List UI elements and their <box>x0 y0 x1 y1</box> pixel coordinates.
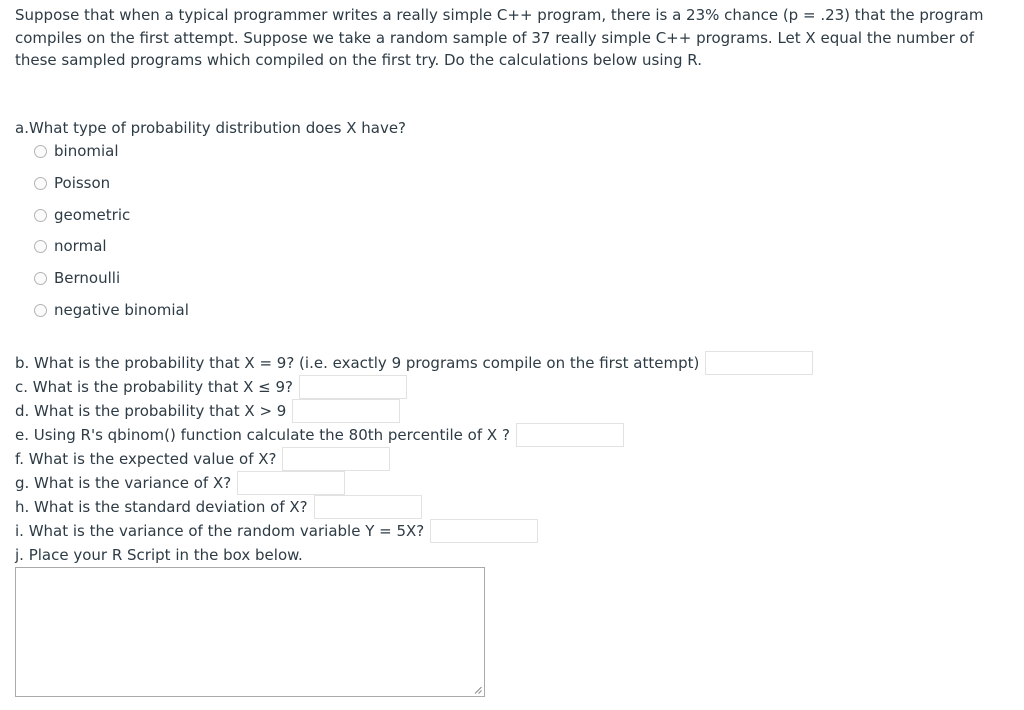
option-poisson[interactable] <box>34 173 189 205</box>
option-label: negative binomial <box>54 300 189 319</box>
question-g-text: g. What is the variance of X? <box>15 474 232 492</box>
answer-e-input[interactable] <box>516 423 624 447</box>
resize-grip-icon[interactable] <box>474 686 482 694</box>
answer-b-input[interactable] <box>705 351 813 375</box>
question-g <box>15 471 345 495</box>
problem-line-2: compiles on the first attempt. Suppose we take a random sample of 37 really simple C++ programs. Let X equal the number of <box>15 28 975 47</box>
question-i <box>15 519 538 543</box>
question-e <box>15 423 624 447</box>
radio-geometric[interactable] <box>34 209 47 222</box>
question-d <box>15 399 400 423</box>
problem-statement <box>15 4 1005 72</box>
radio-negative-binomial[interactable] <box>34 304 47 317</box>
answer-d-input[interactable] <box>292 399 400 423</box>
answer-c-input[interactable] <box>299 375 407 399</box>
question-c <box>15 375 407 399</box>
option-geometric[interactable] <box>34 205 189 237</box>
radio-bernoulli[interactable] <box>34 272 47 285</box>
question-h-text: h. What is the standard deviation of X? <box>15 498 308 516</box>
answer-g-input[interactable] <box>237 471 345 495</box>
option-binomial[interactable] <box>34 141 189 173</box>
r-script-textarea[interactable] <box>15 567 485 697</box>
question-e-text: e. Using R's qbinom() function calculate the 80th percentile of X ? <box>15 426 510 444</box>
question-j <box>15 543 303 567</box>
question-a-text: a.What type of probability distribution does X have? <box>15 119 407 137</box>
question-j-text: j. Place your R Script in the box below. <box>15 546 303 564</box>
option-bernoulli[interactable] <box>34 268 189 300</box>
problem-line-3: these sampled programs which compiled on the first try. Do the calculations below using R. <box>15 51 702 69</box>
question-b <box>15 351 813 375</box>
radio-poisson[interactable] <box>34 177 47 190</box>
answer-f-input[interactable] <box>282 447 390 471</box>
question-f-text: f. What is the expected value of X? <box>15 450 277 468</box>
option-label: Poisson <box>54 173 111 192</box>
question-h <box>15 495 422 519</box>
question-d-text: d. What is the probability that X > 9 <box>15 402 287 420</box>
option-negative-binomial[interactable] <box>34 300 189 332</box>
option-label: geometric <box>54 205 131 224</box>
answer-i-input[interactable] <box>430 519 538 543</box>
answer-h-input[interactable] <box>314 495 422 519</box>
radio-binomial[interactable] <box>34 145 47 158</box>
radio-normal[interactable] <box>34 240 47 253</box>
question-b-text: b. What is the probability that X = 9? (i.e. exactly 9 programs compile on the first attempt) <box>15 354 700 372</box>
problem-line-1: Suppose that when a typical programmer writes a really simple C++ program, there is a 23% chance (p = .23) that the program <box>15 6 984 24</box>
option-label: binomial <box>54 142 119 160</box>
question-f <box>15 447 390 471</box>
question-c-text: c. What is the probability that X ≤ 9? <box>15 378 294 396</box>
question-i-text: i. What is the variance of the random variable Y = 5X? <box>15 522 425 540</box>
option-normal[interactable] <box>34 236 189 268</box>
distribution-options <box>34 141 189 332</box>
option-label: Bernoulli <box>54 269 121 288</box>
option-label: normal <box>54 237 107 256</box>
